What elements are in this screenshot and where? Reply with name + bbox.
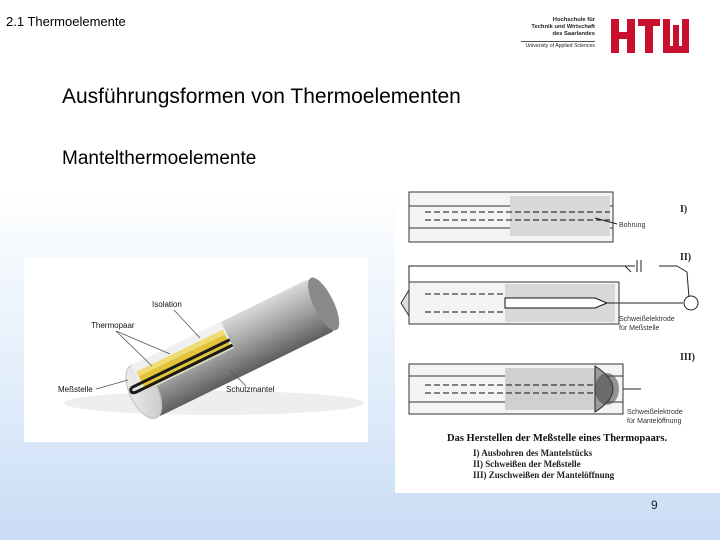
annotation-elektrode-messstelle-1: Schweißelektrode [619,316,675,323]
page-title: Ausführungsformen von Thermoelementen [62,85,461,108]
page-subtitle: Mantelthermoelemente [62,148,257,169]
label-messstelle: Meßstelle [58,385,93,394]
messstelle-manufacturing-diagram [395,180,720,493]
logo-line-2: Technik und Wirtschaft [531,24,595,31]
figure-caption-step-2: II) Schweißen der Meßstelle [473,459,581,469]
label-isolation: Isolation [152,300,182,309]
annotation-bohrung: Bohrung [619,222,646,229]
annotation-elektrode-mantel-2: für Mantelöffnung [627,418,682,425]
step-marker-1: I) [680,204,688,215]
label-schutzmantel: Schutzmantel [226,385,275,394]
logo-subline: University of Applied Sciences [521,41,595,50]
logo-line-3: des Saarlandes [552,31,595,38]
figure-caption-step-1: I) Ausbohren des Mantelstücks [473,448,593,458]
annotation-elektrode-messstelle-2: für Meßstelle [619,325,660,332]
annotation-elektrode-mantel-1: Schweißelektrode [627,409,683,416]
logo-text [521,17,595,50]
manufacturing-steps-drawing [395,180,720,493]
page-number: 9 [651,498,658,512]
step-marker-3: III) [680,352,696,363]
sheathed-thermocouple-illustration [24,258,368,442]
section-label: 2.1 Thermoelemente [6,14,126,29]
step-marker-2: II) [680,252,692,263]
figure-caption-title: Das Herstellen der Meßstelle eines Thermopaars. [447,433,668,444]
figure-caption-step-3: III) Zuschweißen der Mantelöffnung [473,470,615,480]
step-2-drawing [401,252,698,332]
htw-logo [521,17,693,55]
sheathed-thermocouple-drawing [24,258,368,442]
logo-line-1: Hochschule für [552,17,595,23]
htw-logo-mark [611,19,691,53]
step-1-drawing [409,192,687,242]
label-thermopaar: Thermopaar [91,321,135,330]
step-3-drawing [409,352,695,425]
